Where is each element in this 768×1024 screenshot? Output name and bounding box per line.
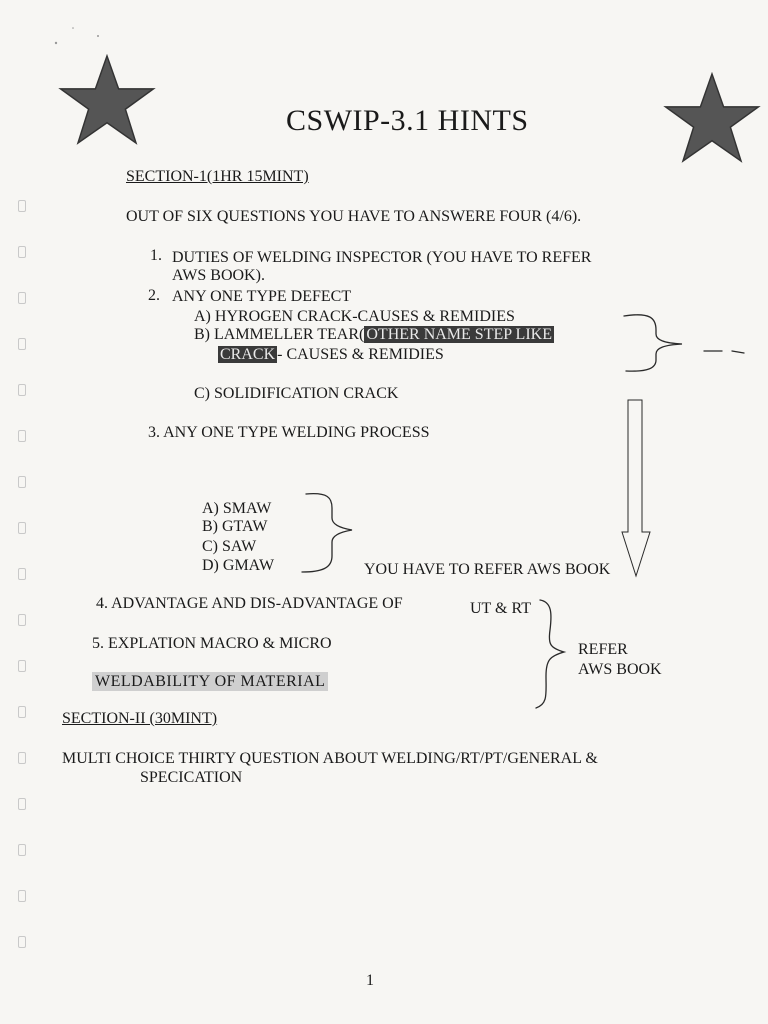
section2-line2: SPECICATION [140,769,243,786]
page-title: CSWIP-3.1 HINTS [286,104,529,137]
page-number: 1 [366,972,374,989]
item2-number: 2. [148,287,160,304]
brace-lamellar [624,315,682,371]
section1-intro: OUT OF SIX QUESTIONS YOU HAVE TO ANSWERE FOUR (4/6). [126,208,582,225]
item4-suffix: UT & RT [470,600,531,617]
dash-mark [704,351,744,353]
item1-number: 1. [150,247,162,264]
section2-line1: MULTI CHOICE THIRTY QUESTION ABOUT WELDING/RT/PT/GENERAL & [62,750,598,767]
item2-option-b-prefix: B) LAMMELLER TEAR( [194,326,365,343]
process-gtaw: B) GTAW [202,518,268,535]
item5-text: 5. EXPLATION MACRO & MICRO [92,635,332,652]
brace-refer [536,600,564,708]
item3-text: 3. ANY ONE TYPE WELDING PROCESS [148,424,430,441]
process-gmaw: D) GMAW [202,557,275,574]
section1-heading: SECTION-1(1HR 15MINT) [126,168,309,185]
item1-line1: DUTIES OF WELDING INSPECTOR (YOU HAVE TO REFER [172,249,592,266]
item1-line2: AWS BOOK). [172,267,265,284]
highlight-weldability: WELDABILITY OF MATERIAL [92,672,328,691]
item2-text: ANY ONE TYPE DEFECT [172,288,352,305]
section2-heading: SECTION-II (30MINT) [62,710,218,727]
item4-text: 4. ADVANTAGE AND DIS-ADVANTAGE OF [96,595,403,612]
item2-option-c: C) SOLIDIFICATION CRACK [194,385,399,402]
highlight-other-name: OTHER NAME STEP LIKE [366,326,552,343]
item2-option-a: A) HYROGEN CRACK-CAUSES & REMIDIES [194,308,515,325]
arrow-down-icon [622,400,650,576]
item3-refer-note: YOU HAVE TO REFER AWS BOOK [364,561,611,578]
item2-option-b-suffix: - CAUSES & REMIDIES [277,346,444,363]
highlight-crack: CRACK [220,346,276,363]
refer-label: REFER [578,641,628,658]
brace-processes [302,494,352,572]
process-saw: C) SAW [202,538,257,555]
process-smaw: A) SMAW [202,500,272,517]
refer-aws-book: AWS BOOK [578,661,662,678]
